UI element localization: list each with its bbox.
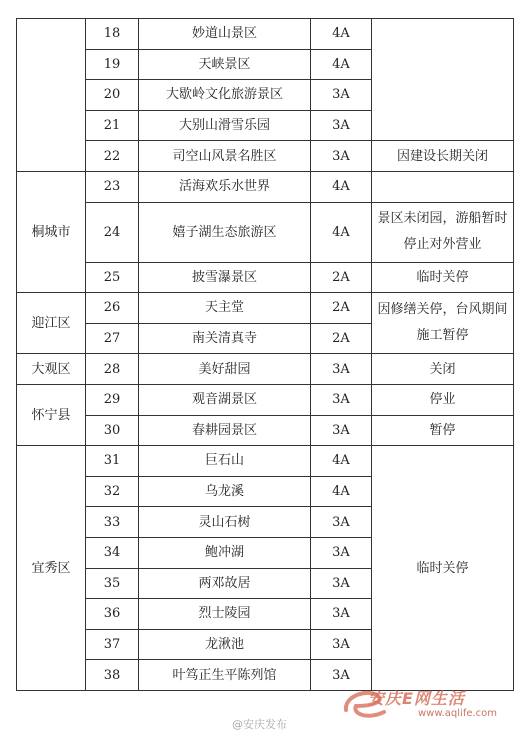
- weibo-watermark: @安庆发布: [232, 718, 287, 731]
- status-note: 停业: [372, 384, 514, 415]
- row-number: 38: [86, 660, 139, 691]
- scenic-name: 烈士陵园: [139, 599, 311, 630]
- status-note: 暂停: [372, 415, 514, 446]
- watermark-site-name: 安庆E网生活: [368, 689, 465, 708]
- scenic-grade: 3A: [311, 80, 372, 111]
- scenic-name: 嬉子湖生态旅游区: [139, 202, 311, 262]
- scenic-name: 天峡景区: [139, 49, 311, 80]
- scenic-grade: 4A: [311, 476, 372, 507]
- scenic-name: 春耕园景区: [139, 415, 311, 446]
- scenic-grade: 4A: [311, 202, 372, 262]
- row-number: 27: [86, 323, 139, 354]
- row-number: 30: [86, 415, 139, 446]
- table-row: [17, 141, 514, 172]
- district-name: 大观区: [17, 354, 86, 385]
- row-number: 19: [86, 49, 139, 80]
- table-row: [17, 19, 514, 50]
- table-row: [17, 354, 514, 385]
- district-cell-continued: [17, 19, 86, 172]
- scenic-name: 大别山滑雪乐园: [139, 110, 311, 141]
- scenic-grade: 4A: [311, 171, 372, 202]
- row-number: 31: [86, 446, 139, 477]
- scenic-name: 活海欢乐水世界: [139, 171, 311, 202]
- scenic-name: 披雪瀑景区: [139, 262, 311, 293]
- table-row: [17, 384, 514, 415]
- table-row: [17, 202, 514, 262]
- table-row: [17, 171, 514, 202]
- scenic-spot-table: [16, 18, 514, 691]
- district-name: 怀宁县: [17, 384, 86, 445]
- scenic-grade: 3A: [311, 384, 372, 415]
- scenic-grade: 3A: [311, 507, 372, 538]
- district-name: 桐城市: [17, 171, 86, 292]
- row-number: 36: [86, 599, 139, 630]
- scenic-name: 美好甜园: [139, 354, 311, 385]
- status-note: 因修缮关停，台风期间施工暂停: [372, 293, 514, 354]
- scenic-grade: 2A: [311, 323, 372, 354]
- scenic-name: 叶笃正生平陈列馆: [139, 660, 311, 691]
- row-number: 20: [86, 80, 139, 111]
- scenic-grade: 4A: [311, 49, 372, 80]
- row-number: 25: [86, 262, 139, 293]
- scenic-name: 观音湖景区: [139, 384, 311, 415]
- scenic-grade: 3A: [311, 599, 372, 630]
- scenic-grade: 3A: [311, 568, 372, 599]
- status-note: 景区未闭园，游船暂时停止对外营业: [372, 202, 514, 262]
- row-number: 33: [86, 507, 139, 538]
- row-number: 34: [86, 537, 139, 568]
- status-note: 临时关停: [372, 262, 514, 293]
- row-number: 26: [86, 293, 139, 324]
- table-row: [17, 415, 514, 446]
- note-cell-empty: [372, 19, 514, 141]
- watermark-url: www.aqlife.com: [418, 708, 498, 719]
- scenic-name: 龙湫池: [139, 629, 311, 660]
- row-number: 32: [86, 476, 139, 507]
- note-cell-empty: [372, 171, 514, 202]
- scenic-grade: 3A: [311, 415, 372, 446]
- scenic-grade: 3A: [311, 537, 372, 568]
- scenic-name: 两邓故居: [139, 568, 311, 599]
- table-row: [17, 293, 514, 324]
- scenic-name: 乌龙溪: [139, 476, 311, 507]
- status-note: 临时关停: [372, 446, 514, 691]
- row-number: 22: [86, 141, 139, 172]
- district-name: 宜秀区: [17, 446, 86, 691]
- scenic-name: 南关清真寺: [139, 323, 311, 354]
- row-number: 24: [86, 202, 139, 262]
- row-number: 21: [86, 110, 139, 141]
- scenic-grade: 4A: [311, 19, 372, 50]
- table-row: [17, 262, 514, 293]
- row-number: 29: [86, 384, 139, 415]
- row-number: 28: [86, 354, 139, 385]
- row-number: 35: [86, 568, 139, 599]
- scenic-name: 妙道山景区: [139, 19, 311, 50]
- status-note: 因建设长期关闭: [372, 141, 514, 172]
- scenic-grade: 2A: [311, 262, 372, 293]
- scenic-grade: 4A: [311, 446, 372, 477]
- scenic-name: 巨石山: [139, 446, 311, 477]
- scenic-grade: 3A: [311, 629, 372, 660]
- scenic-grade: 3A: [311, 110, 372, 141]
- row-number: 18: [86, 19, 139, 50]
- scenic-name: 鲍冲湖: [139, 537, 311, 568]
- table-row: [17, 446, 514, 477]
- scenic-grade: 3A: [311, 354, 372, 385]
- scenic-grade: 2A: [311, 293, 372, 324]
- scenic-name: 灵山石树: [139, 507, 311, 538]
- row-number: 23: [86, 171, 139, 202]
- row-number: 37: [86, 629, 139, 660]
- scenic-name: 司空山风景名胜区: [139, 141, 311, 172]
- scenic-grade: 3A: [311, 141, 372, 172]
- scenic-name: 大歇岭文化旅游景区: [139, 80, 311, 111]
- status-note: 关闭: [372, 354, 514, 385]
- scenic-grade: 3A: [311, 660, 372, 691]
- scenic-name: 天主堂: [139, 293, 311, 324]
- district-name: 迎江区: [17, 293, 86, 354]
